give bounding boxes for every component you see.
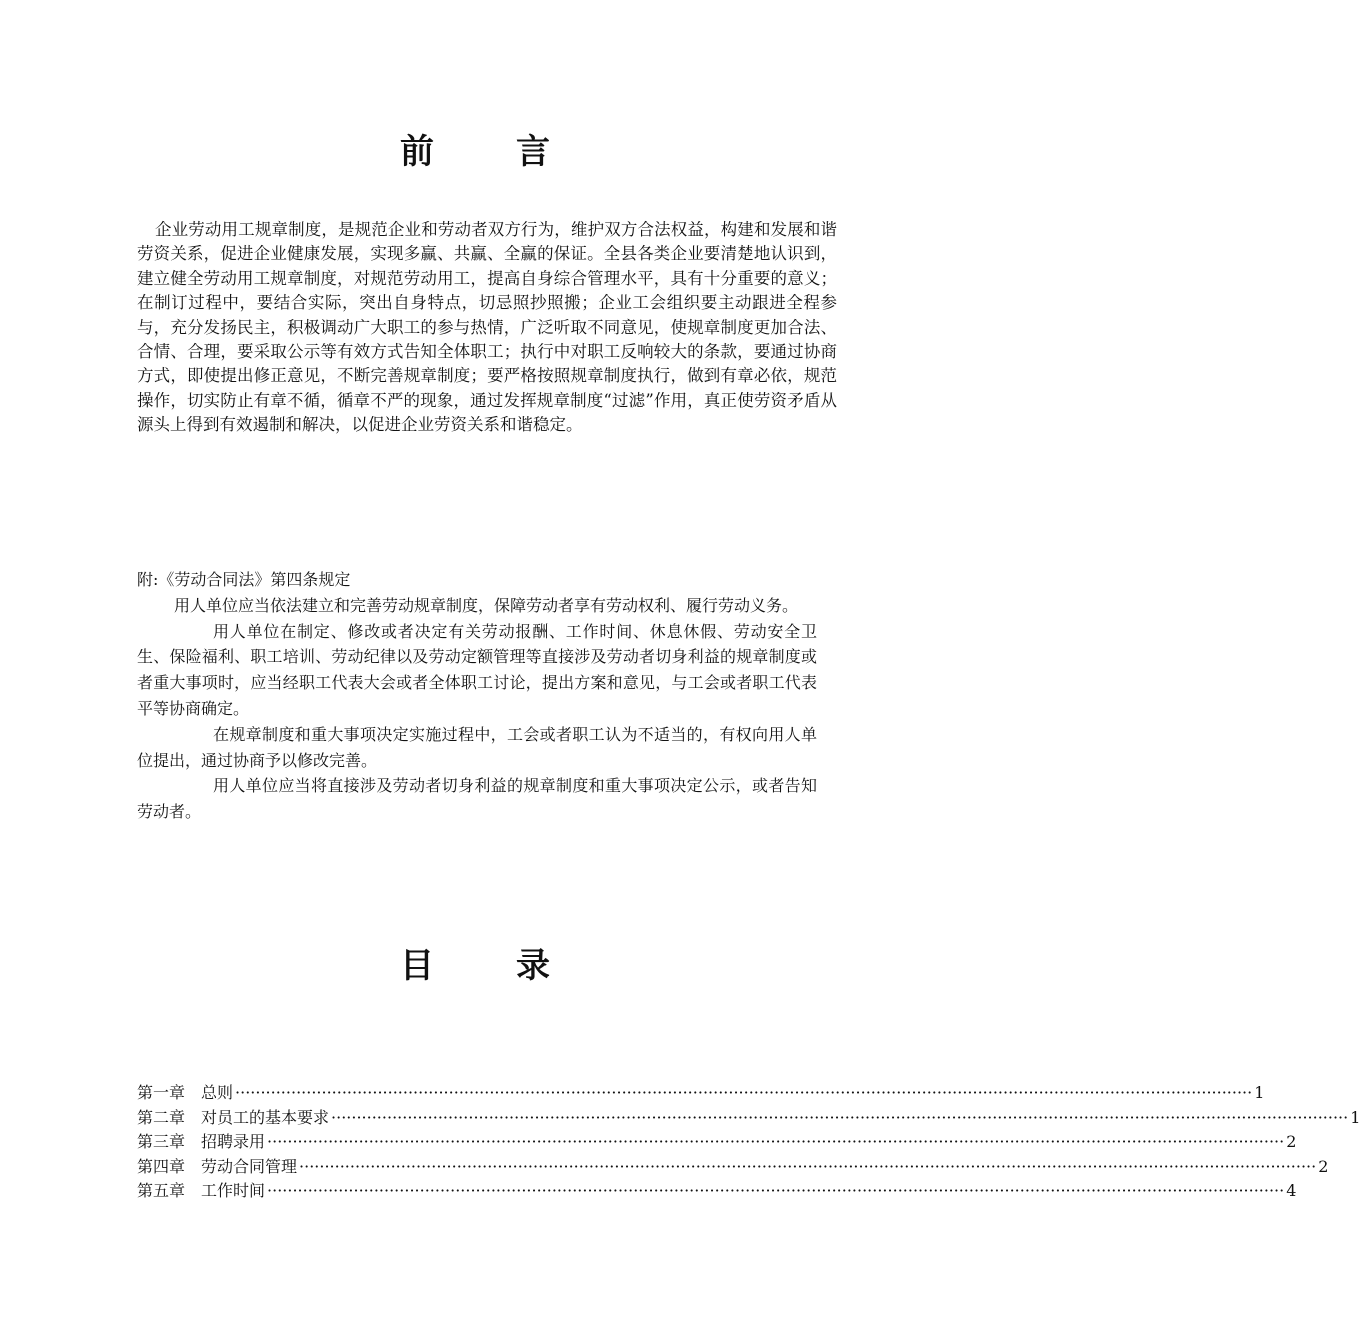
preface-title: 前言 bbox=[400, 132, 632, 172]
toc-chapter: 第一章 bbox=[137, 1083, 186, 1102]
toc-leader-dots: ········································································································································································································ bbox=[267, 1132, 1285, 1151]
appendix-section bbox=[137, 567, 817, 825]
toc-entry[interactable] bbox=[137, 1130, 1297, 1155]
appendix-paragraph: 在规章制度和重大事项决定实施过程中，工会或者职工认为不适当的，有权向用人单位提出，通过协商予以修改完善。 bbox=[137, 724, 817, 770]
appendix-heading: 附:《劳动合同法》第四条规定 bbox=[137, 570, 351, 589]
toc-title: 目录 bbox=[400, 946, 632, 986]
toc-chapter: 第二章 bbox=[137, 1107, 186, 1127]
toc-entry[interactable] bbox=[137, 1081, 1265, 1106]
toc-chapter: 第五章 bbox=[137, 1181, 186, 1200]
toc-entry-title: 总则 bbox=[201, 1083, 234, 1102]
toc-page-number: 1 bbox=[1350, 1107, 1360, 1127]
toc-chapter: 第三章 bbox=[137, 1132, 186, 1151]
toc-entry-title: 对员工的基本要求 bbox=[201, 1107, 330, 1127]
toc-entry-title: 劳动合同管理 bbox=[201, 1156, 298, 1176]
preface-body: 企业劳动用工规章制度，是规范企业和劳动者双方行为，维护双方合法权益，构建和发展和谐劳资关系，促进企业健康发展，实现多赢、共赢、全赢的保证。全县各类企业要清楚地认识到，建立健全劳动用工规章制度，对规范劳动用工，提高自身综合管理水平，具有十分重要的意义；在制订过程中，要结合实际，突出自身特点，切忌照抄照搬；企业工会组织要主动跟进全程参与，充分发扬民主，积极调动广大职工的参与热情，广泛听取不同意见，使规章制度更加合法、合情、合理，要采取公示等有效方式告知全体职工；执行中对职工反响较大的条款，要通过协商方式，即使提出修正意见，不断完善规章制度；要严格按照规章制度执行，做到有章必依，规范操作，切实防止有章不循，循章不严的现象，通过发挥规章制度“过滤”作用，真正使劳资矛盾从源头上得到有效遏制和解决，以促进企业劳资关系和谐稳定。 bbox=[137, 220, 837, 435]
toc-leader-dots: ········································································································································································································ bbox=[267, 1181, 1285, 1200]
toc-leader-dots: ········································································································································································································ bbox=[299, 1156, 1317, 1176]
toc-page-number: 1 bbox=[1254, 1083, 1265, 1102]
toc-entry-title: 招聘录用 bbox=[201, 1132, 266, 1151]
toc-leader-dots: ········································································································································································································ bbox=[235, 1083, 1253, 1102]
toc-page-number: 2 bbox=[1318, 1156, 1329, 1176]
toc-entry-title: 工作时间 bbox=[201, 1181, 266, 1200]
appendix-paragraph: 用人单位应当将直接涉及劳动者切身利益的规章制度和重大事项决定公示，或者告知劳动者。 bbox=[137, 776, 817, 822]
toc-entry[interactable] bbox=[137, 1155, 1329, 1180]
toc-entry[interactable] bbox=[137, 1106, 1360, 1131]
appendix-paragraph: 用人单位在制定、修改或者决定有关劳动报酬、工作时间、休息休假、劳动安全卫生、保险福利、职工培训、劳动纪律以及劳动定额管理等直接涉及劳动者切身利益的规章制度或者重大事项时，应当经职工代表大会或者全体职工讨论，提出方案和意见，与工会或者职工代表平等协商确定。 bbox=[137, 621, 817, 718]
toc-chapter: 第四章 bbox=[137, 1156, 186, 1176]
table-of-contents bbox=[137, 1081, 1360, 1204]
toc-page-number: 2 bbox=[1286, 1132, 1297, 1151]
toc-page-number: 4 bbox=[1286, 1181, 1297, 1200]
toc-leader-dots: ········································································································································································································ bbox=[331, 1107, 1349, 1127]
toc-entry[interactable] bbox=[137, 1179, 1297, 1204]
appendix-paragraph: 用人单位应当依法建立和完善劳动规章制度，保障劳动者享有劳动权利、履行劳动义务。 bbox=[174, 595, 799, 615]
